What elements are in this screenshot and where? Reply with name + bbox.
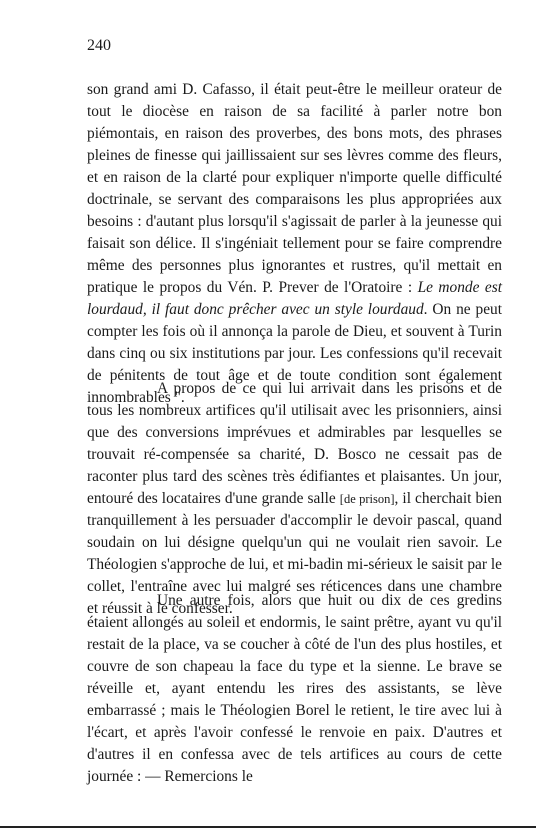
paragraph-3-text: Une autre fois, alors que huit ou dix de ces gredins étaient allongés au soleil et endormis, le saint prêtre, ayant vu qu'il restait de la place, va se coucher à côté de l'un des plus hostiles, et couvre de son chapeau la face du type et la sienne. Le brave se réveille et, ayant entendu les rires des assistants, se lève embarrassé ; mais le Théologien Borel le retient, le tire avec lui à l'écart, et après l'avoir confessé le renvoie en paix. D'autres et d'autres il en confessa avec de tels artifices au cours de cette journée : — Remercions le — [87, 592, 502, 785]
paragraph-1-text-after: . On ne peut compter les fois où il annonça la parole de Dieu, et souvent à Turin dans cinq ou six institutions par jour. Les confessions qu'il recevait de pénitents de tout âge et de toute condition sont également innombrables ". — [87, 301, 502, 406]
paragraph-2-editorial-insert: [de prison] — [339, 492, 395, 506]
paragraph-1-italic-quote: Le monde est lourdaud, il faut donc prêcher avec un style lourdaud — [87, 279, 503, 318]
paragraph-2-text-before: A propos de ce qui lui arrivait dans les prisons et de tous les nombreux artifices qu'il utilisait avec les prisonniers, ainsi que des conversions imprévues et admirables par lesquelles se trouvait ré-compensée sa charité, D. Bosco ne cessait pas de raconter plus tard des scènes très édifiantes et plaisantes. Un jour, entouré des locataires d'une grande salle — [87, 380, 502, 507]
page-number: 240 — [87, 37, 111, 54]
paragraph-2 — [87, 378, 502, 620]
paragraph-3 — [87, 590, 502, 788]
paragraph-2-text-after: , il cherchait bien tranquillement à les persuader d'accomplir le devoir pascal, quand soudain on lui désigne quelqu'un qui ne voulait rien savoir. Le Théologien s'approche de lui, et mi-badin mi-sérieux le saisit par le collet, l'entraîne avec lui malgré ses réticences dans une chambre et réussit à le confesser. — [87, 490, 502, 617]
paragraph-1 — [87, 79, 502, 409]
paragraph-1-text-before: son grand ami D. Cafasso, il était peut-être le meilleur orateur de tout le diocèse en raison de sa facilité à parler notre bon piémontais, en raison des proverbes, des bons mots, des phrases pleines de finesse qui jaillissaient sur ses lèvres comme des fleurs, et en raison de la clarté pour expliquer n'importe quelle difficulté doctrinale, se servant des comparaisons les plus appropriées aux besoins : d'autant plus lorsqu'il s'agissait de parler à la jeunesse qui faisait son délice. Il s'ingéniait tellement pour se faire comprendre même des personnes plus ignorantes et rustres, qu'il mettait en pratique le propos du Vén. P. Prever de l'Oratoire : — [87, 81, 502, 296]
